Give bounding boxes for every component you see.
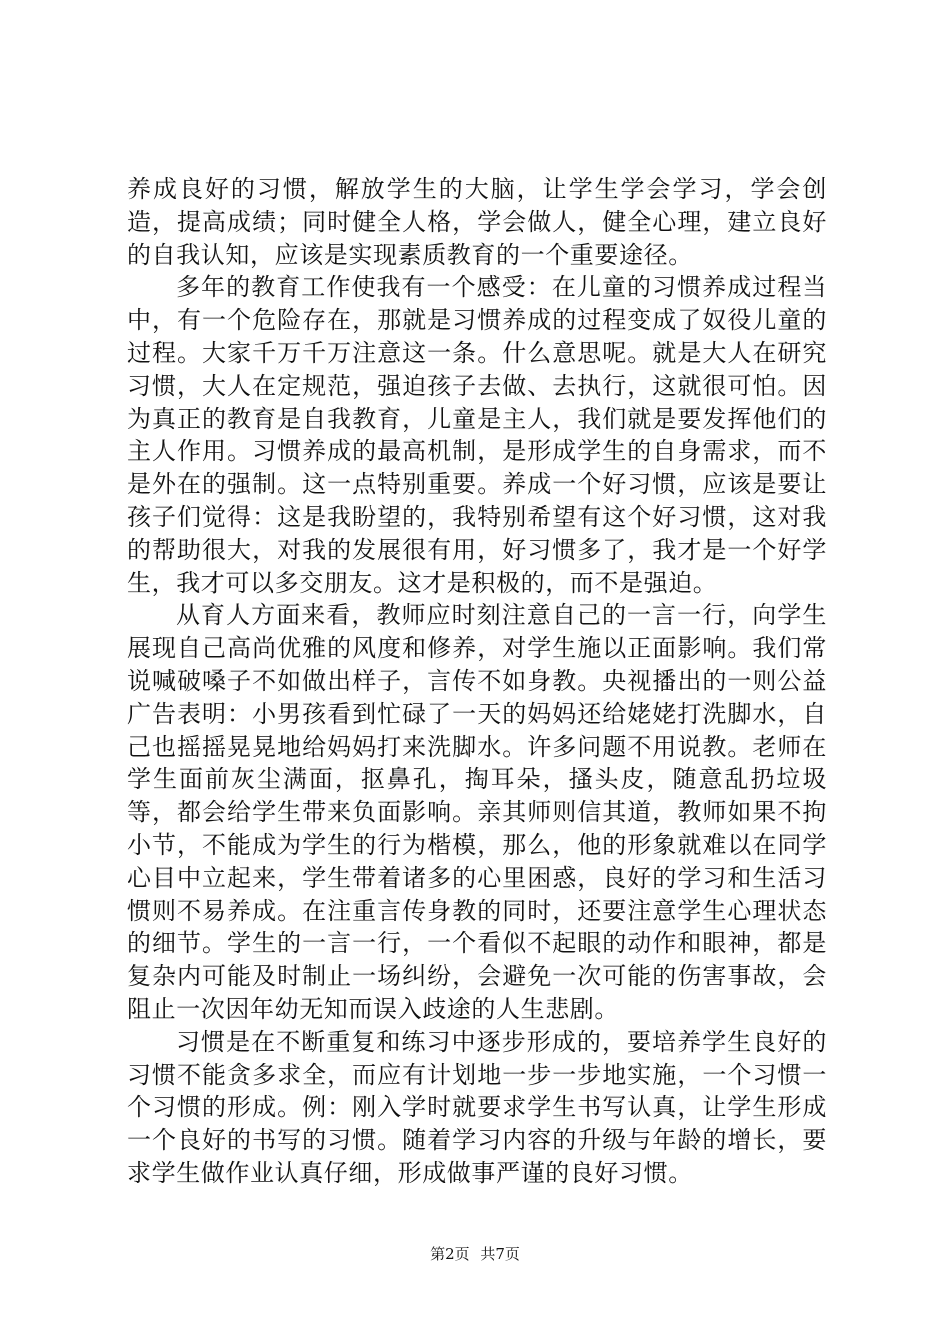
- page-footer: [0, 1244, 950, 1264]
- paragraph-3: 从育人方面来看，教师应时刻注意自己的一言一行，向学生展现自己高尚优雅的风度和修养，对学生施以正面影响。我们常说喊破嗓子不如做出样子，言传不如身教。央视播出的一则公益广告表明：小男孩看到忙碌了一天的妈妈还给姥姥打洗脚水，自己也摇摇晃晃地给妈妈打来洗脚水。许多问题不用说教。老师在学生面前灰尘满面，抠鼻孔，掏耳朵，搔头皮，随意乱扔垃圾等，都会给学生带来负面影响。亲其师则信其道，教师如果不拘小节，不能成为学生的行为楷模，那么，他的形象就难以在同学心目中立起来，学生带着诸多的心里困惑，良好的学习和生活习惯则不易养成。在注重言传身教的同时，还要注意学生心理状态的细节。学生的一言一行，一个看似不起眼的动作和眼神，都是复杂内可能及时制止一场纠纷，会避免一次可能的伤害事故，会阻止一次因年幼无知而误入歧途的人生悲剧。: [127, 601, 827, 1023]
- document-body: [127, 173, 827, 1190]
- paragraph-4: 习惯是在不断重复和练习中逐步形成的，要培养学生良好的习惯不能贪多求全，而应有计划地一步一步地实施，一个习惯一个习惯的形成。例：刚入学时就要求学生书写认真，让学生形成一个良好的书写的习惯。随着学习内容的升级与年龄的增长，要求学生做作业认真仔细，形成做事严谨的良好习惯。: [127, 1027, 827, 1187]
- paragraph-2: 多年的教育工作使我有一个感受：在儿童的习惯养成过程当中，有一个危险存在，那就是习惯养成的过程变成了奴役儿童的过程。大家千万千万注意这一条。什么意思呢。就是大人在研究习惯，大人在定规范，强迫孩子去做、去执行，这就很可怕。因为真正的教育是自我教育，儿童是主人，我们就是要发挥他们的主人作用。习惯养成的最高机制，是形成学生的自身需求，而不是外在的强制。这一点特别重要。养成一个好习惯，应该是要让孩子们觉得：这是我盼望的，我特别希望有这个好习惯，这对我的帮助很大，对我的发展很有用，好习惯多了，我才是一个好学生，我才可以多交朋友。这才是积极的，而不是强迫。: [127, 273, 827, 597]
- page-number-total: 共7页: [480, 1245, 520, 1263]
- paragraph-1: 养成良好的习惯，解放学生的大脑，让学生学会学习，学会创造，提高成绩；同时健全人格，学会做人，健全心理，建立良好的自我认知，应该是实现素质教育的一个重要途径。: [127, 175, 827, 269]
- page-number-current: 第2页: [430, 1245, 470, 1263]
